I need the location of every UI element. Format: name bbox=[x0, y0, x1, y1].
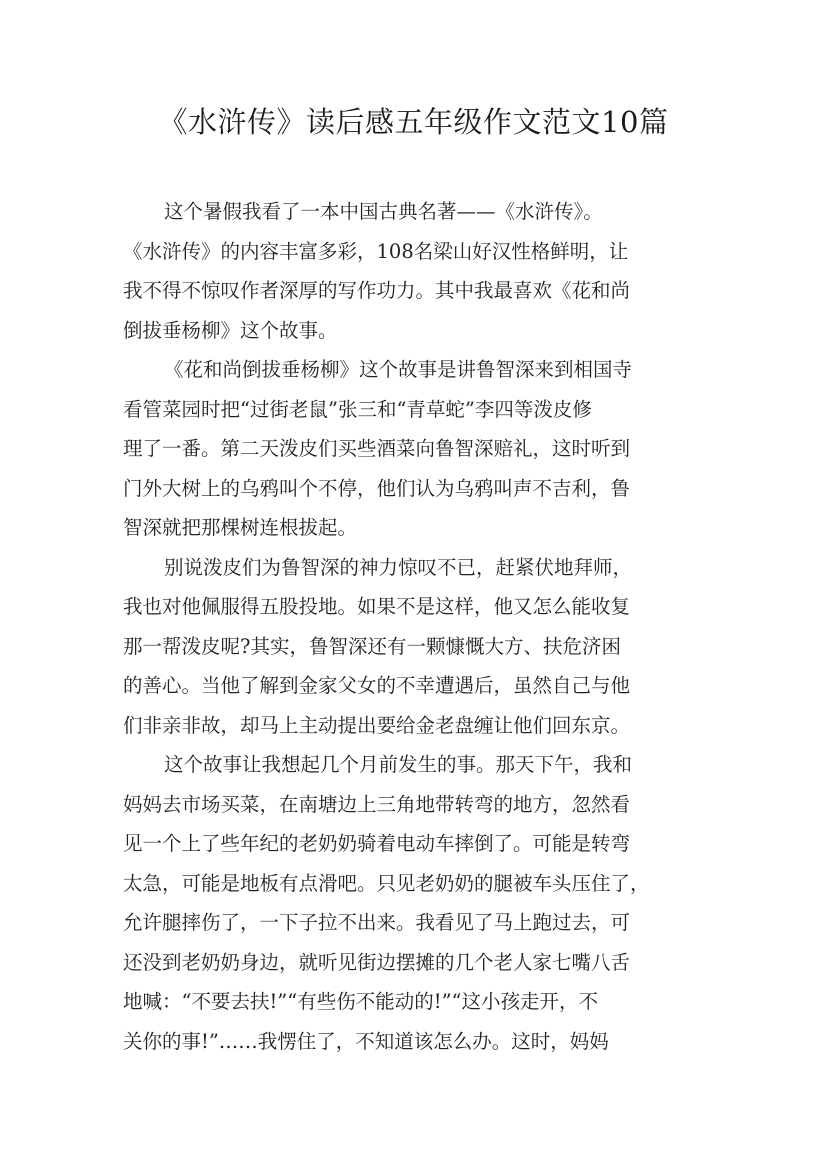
text-line: 这个故事让我想起几个月前发生的事。那天下午，我和 bbox=[164, 753, 633, 776]
text-line: 智深就把那棵树连根拔起。 bbox=[123, 516, 358, 539]
text-line: 见一个上了些年纪的老奶奶骑着电动车摔倒了。可能是转弯 bbox=[123, 832, 631, 855]
text-line: 的善心。当他了解到金家父女的不幸遭遇后，虽然自己与他 bbox=[123, 674, 631, 697]
document-body bbox=[123, 192, 718, 1061]
text-line: 那一帮泼皮呢?其实，鲁智深还有一颗慷慨大方、扶危济困 bbox=[123, 634, 621, 658]
text-line: 地喊：“不要去扶!”“有些伤不能动的!”“这小孩走开，不 bbox=[123, 990, 599, 1013]
text-line: 允许腿摔伤了，一下子拉不出来。我看见了马上跑过去，可 bbox=[123, 911, 631, 934]
text-line: 《水浒传》的内容丰富多彩，108名梁山好汉性格鲜明，让 bbox=[123, 239, 629, 263]
text-line: 妈妈去市场买菜，在南塘边上三角地带转弯的地方，忽然看 bbox=[123, 792, 631, 816]
text-line: 门外大树上的乌鸦叫个不停，他们认为乌鸦叫声不吉利，鲁 bbox=[123, 476, 631, 500]
text-line: 关你的事!”……我愣住了，不知道该怎么办。这时，妈妈 bbox=[123, 1029, 609, 1053]
text-line: 看管菜园时把“过街老鼠”张三和“青草蛇”李四等泼皮修 bbox=[123, 397, 592, 421]
text-line: 们非亲非故，却马上主动提出要给金老盘缠让他们回东京。 bbox=[123, 713, 631, 737]
text-line: 我不得不惊叹作者深厚的写作功力。其中我最喜欢《花和尚 bbox=[123, 279, 631, 302]
text-line: 我也对他佩服得五股投地。如果不是这样，他又怎么能收复 bbox=[123, 595, 631, 618]
text-line: 别说泼皮们为鲁智深的神力惊叹不已，赶紧伏地拜师， bbox=[164, 555, 633, 579]
text-line: 这个暑假我看了一本中国古典名著——《水浒传》。 bbox=[164, 200, 603, 223]
document-title: 《水浒传》读后感五年级作文范文10篇 bbox=[158, 105, 669, 139]
text-line: 理了一番。第二天泼皮们买些酒菜向鲁智深赔礼，这时听到 bbox=[123, 437, 631, 460]
text-line: 倒拔垂杨柳》这个故事。 bbox=[123, 318, 338, 342]
text-line: 《花和尚倒拔垂杨柳》这个故事是讲鲁智深来到相国寺 bbox=[164, 358, 633, 381]
text-line: 还没到老奶奶身边，就听见街边摆摊的几个老人家七嘴八舌 bbox=[123, 950, 631, 974]
text-line: 太急，可能是地板有点滑吧。只见老奶奶的腿被车头压住了， bbox=[123, 871, 650, 895]
